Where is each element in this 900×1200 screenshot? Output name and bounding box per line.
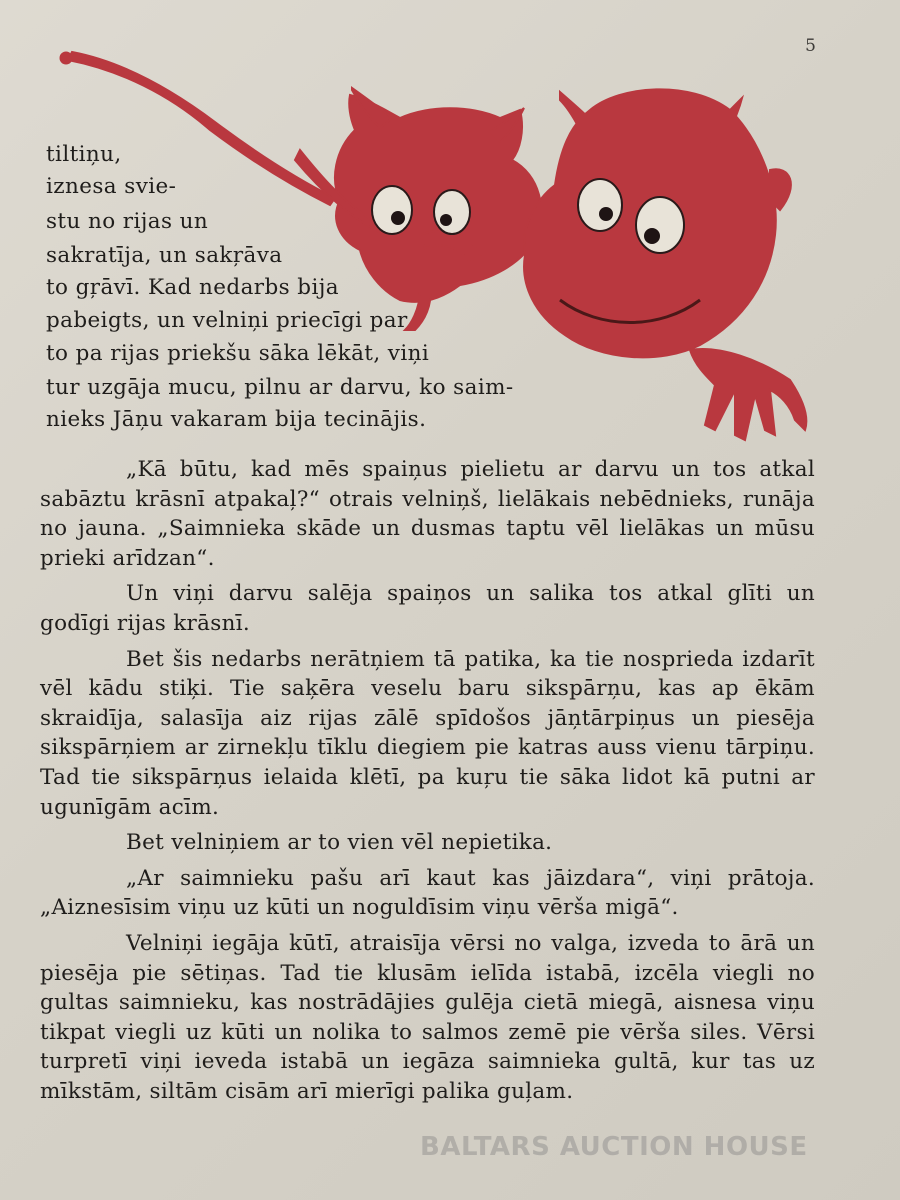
intro-line: sakratīja, un sakŗāva xyxy=(46,243,283,268)
intro-line: nieks Jāņu vakaram bija tecinājis. xyxy=(46,407,427,432)
paragraph: Bet velniņiem ar to vien vēl nepietika. xyxy=(126,830,553,856)
paragraph: Bet šis nedarbs nerātņiem tā patika, ka tie nosprieda izdarīt vēl kādu stiķi. Tie saķēra veselu baru sikspārņu, kas ap ēkām skraidīja, salasīja aiz rijas zālē spīdošos jāņtārpiņus un piesēja sikspārņiem ar zirnekļu tīklu diegiem pie katras auss vienu tārpiņu. Tad tie sikspārņus ielaida klētī, pa kuŗu tie sāka lidot kā putni ar ugunīgām acīm. xyxy=(40,646,815,820)
intro-line: tur uzgāja mucu, pilnu ar darvu, ko saim- xyxy=(46,375,514,400)
paragraph: Un viņi darvu salēja spaiņos un salika tos atkal glīti un godīgi rijas krāsnī. xyxy=(40,581,815,636)
paragraph: „Kā būtu, kad mēs spaiņus pielietu ar darvu un tos atkal sabāztu krāsnī atpakaļ?“ otrais velniņš, lielākais nebēdnieks, runāja no jauna. „Saimnieka skāde un dusmas taptu vēl lielākas un mūsu prieki arīdzan“. xyxy=(40,457,815,571)
watermark: BALTARS AUCTION HOUSE xyxy=(420,1132,808,1162)
intro-line: to pa rijas priekšu sāka lēkāt, viņi xyxy=(46,341,430,366)
intro-line: stu no rijas un xyxy=(46,209,209,234)
intro-line: pabeigts, un velniņi priecīgi par xyxy=(46,308,408,333)
intro-line: iznesa svie- xyxy=(46,174,177,199)
story-text xyxy=(40,455,815,1112)
intro-line: tiltiņu, xyxy=(46,142,122,167)
intro-line: to gŗāvī. Kad nedarbs bija xyxy=(46,275,340,300)
paragraph: „Ar saimnieku pašu arī kaut kas jāizdara“, viņi prātoja. „Aiznesīsim viņu uz kūti un noguldīsim viņu vērša migā“. xyxy=(40,865,815,921)
page-number: 5 xyxy=(805,36,816,56)
devil-claw xyxy=(690,349,806,440)
paragraph: Velniņi iegāja kūtī, atraisīja vērsi no valga, izveda to ārā un piesēja pie sētiņas. Tad tie klusām ielīda istabā, izcēla viegli no gultas saimnieku, kas nostrādājies gulēja cietā miegā, aisnesa viņu tikpat viegli uz kūti un nolika to salmos zemē pie vērša siles. Vērsi turpretī viņi ieveda istabā un iegāza saimnieka gultā, kur tas uz mīkstām, siltām cisām arī mierīgi palika guļam. xyxy=(40,930,815,1104)
